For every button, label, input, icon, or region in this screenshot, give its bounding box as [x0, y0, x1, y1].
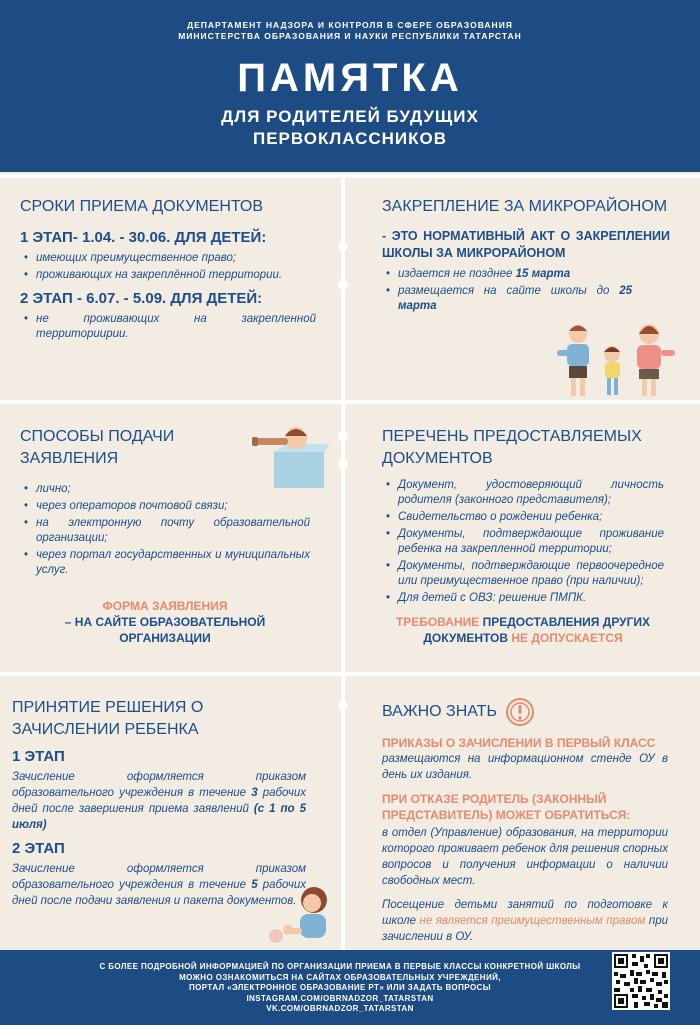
district-intro: - ЭТО НОРМАТИВНЫЙ АКТ О ЗАКРЕПЛЕНИИ ШКОЛЫ ЗА МИКРОРАЙОНОМ [382, 229, 670, 260]
heading-line: ПРИНЯТИЕ РЕШЕНИЯ О [12, 699, 204, 716]
page-subtitle [0, 106, 700, 150]
heading-line: ДОКУМЕНТОВ [382, 450, 493, 467]
text-highlight: не является преимущественным правом [419, 915, 646, 927]
refusal-text: в отдел (Управление) образования, на территории которого проживает ребенок для решения спорных вопросов и получения информации о наличии свободных мест. [382, 827, 668, 887]
divider-dot [338, 280, 348, 290]
list-item: • Свидетельство о рождении ребенка; [382, 510, 664, 525]
form-line: – НА САЙТЕ ОБРАЗОВАТЕЛЬНОЙ [64, 615, 266, 629]
stage-2-list [20, 312, 316, 342]
department-line-2: МИНИСТЕРСТВА ОБРАЗОВАНИЯ И НАУКИ РЕСПУБЛИКИ ТАТАРСТАН [178, 31, 522, 41]
requirement-line-2 [382, 630, 664, 646]
list-item: • через портал государственных и муниципальных услуг. [20, 548, 310, 578]
deadlines-heading: СРОКИ ПРИЕМА ДОКУМЕНТОВ [20, 198, 264, 215]
list-item: • имеющих преимущественное право; [20, 251, 316, 266]
heading-line: СПОСОБЫ ПОДАЧИ [20, 428, 175, 445]
exclamation-icon [505, 697, 535, 727]
list-item: • Документы, подтверждающие первоочередное или преимущественное право (при наличии); [382, 559, 664, 589]
stage-2-title: 2 ЭТАП - 6.07. - 5.09. ДЛЯ ДЕТЕЙ: [20, 290, 263, 307]
stage-1-list [20, 251, 316, 283]
page-header [0, 0, 700, 172]
qr-code[interactable] [612, 952, 670, 1010]
section-deadlines [20, 196, 316, 342]
item-text: издается не позднее [398, 268, 516, 280]
list-item [382, 284, 632, 314]
text-part: Зачисление оформляется приказом образовательного учреждения в течение [12, 771, 306, 799]
visit-text [382, 897, 668, 945]
text-part: при зачислении в ОУ. [382, 915, 668, 943]
heading-line: ЗАЧИСЛЕНИИ РЕБЕНКА [12, 721, 199, 738]
horizontal-divider-1 [0, 400, 700, 404]
requirement-highlight: ТРЕБОВАНИЕ [395, 615, 480, 629]
documents-list [382, 478, 664, 606]
department-name [0, 0, 700, 42]
list-item: • Документы, подтверждающие проживание ребенка на закрепленной территории; [382, 527, 664, 557]
footer-line: ПОРТАЛ «ЭЛЕКТРОННОЕ ОБРАЗОВАНИЕ РТ» ИЛИ ЗАДАТЬ ВОПРОСЫ [189, 983, 491, 992]
list-item [382, 267, 632, 282]
vk-link[interactable]: VK.COM/OBRNADZOR_TATARSTAN [266, 1004, 414, 1013]
list-item: • Для детей с ОВЗ: решение ПМПК. [382, 591, 664, 606]
item-date: 25 марта [398, 285, 632, 312]
decision-heading [12, 697, 306, 741]
divider-dot [338, 459, 348, 469]
family-illustration [545, 322, 680, 400]
list-item: • не проживающих на закрепленной территориирии. [20, 312, 316, 342]
item-date: 15 марта [515, 268, 571, 280]
text-part: Зачисление оформляется приказом образовательного учреждения в течение [12, 863, 306, 891]
requirement-line-1 [382, 614, 664, 630]
item-text: размещается на сайте школы до [398, 285, 620, 297]
subtitle-line-1: ДЛЯ РОДИТЕЛЕЙ БУДУЩИХ [221, 107, 479, 126]
form-label: ФОРМА ЗАЯВЛЕНИЯ [102, 599, 228, 613]
list-item: • проживающих на закреплённой территории. [20, 268, 316, 283]
footer-line: С БОЛЕЕ ПОДРОБНОЙ ИНФОРМАЦИЕЙ ПО ОРГАНИЗАЦИИ ПРИЕМА В ПЕРВЫЕ КЛАССЫ КОНКРЕТНОЙ ШКОЛЫ [99, 962, 581, 971]
orders-label: ПРИКАЗЫ О ЗАЧИСЛЕНИИ В ПЕРВЫЙ КЛАСС [382, 736, 656, 750]
divider-dot [338, 241, 348, 251]
horizontal-divider-2 [0, 672, 700, 676]
requirement-highlight: НЕ ДОПУСКАЕТСЯ [511, 631, 623, 645]
subtitle-line-2: ПЕРВОКЛАССНИКОВ [252, 129, 448, 148]
refusal-line: ПРЕДСТАВИТЕЛЬ) МОЖЕТ ОБРАТИТЬСЯ: [382, 808, 631, 822]
form-line: ОРГАНИЗАЦИИ [119, 631, 211, 645]
text-part: Посещение детьми занятий по подготовке к школе [382, 899, 668, 927]
text-part: рабочих дней после завершения приема заявлений [12, 787, 306, 815]
list-item: • Документ, удостоверяющий личность родителя (законного представителя); [382, 478, 664, 508]
requirement-text: ПРЕДОСТАВЛЕНИЯ ДРУГИХ [479, 615, 651, 629]
stage-1-title: 1 ЭТАП- 1.04. - 30.06. ДЛЯ ДЕТЕЙ: [20, 229, 267, 246]
heading-line: ПЕРЕЧЕНЬ ПРЕДОСТАВЛЯЕМЫХ [382, 428, 642, 445]
horizontal-divider-top [0, 174, 700, 178]
instagram-link[interactable]: INSTAGRAM.COM/OBRNADZOR_TATARSTAN [246, 993, 434, 1003]
list-item: • на электронную почту образовательной организации; [20, 516, 310, 546]
decision-stage-1-text [12, 769, 306, 833]
section-decision [12, 697, 306, 909]
footer-line: МОЖНО ОЗНАКОМИТЬСЯ НА САЙТАХ ОБРАЗОВАТЕЛЬНЫХ УЧРЕЖДЕНИЙ, [179, 972, 501, 982]
text-part: рабочих дней после подачи заявления и пакета документов. [12, 879, 306, 907]
important-heading: ВАЖНО ЗНАТЬ [382, 703, 497, 720]
heading-line: ЗАЯВЛЕНИЯ [20, 450, 119, 467]
page-title: ПАМЯТКА [237, 56, 463, 100]
section-documents [382, 426, 664, 646]
text-dates: (с 1 по 5 июля) [12, 803, 306, 831]
requirement-text: ДОКУМЕНТОВ [423, 631, 512, 645]
list-item: • через операторов почтовой связи; [20, 499, 310, 514]
documents-heading [382, 426, 664, 470]
text-number: 3 [251, 787, 258, 799]
vertical-divider [341, 178, 345, 950]
important-heading-row [382, 697, 668, 727]
page-footer [0, 950, 700, 1025]
telescope-illustration [250, 424, 330, 492]
form-note [20, 598, 310, 646]
refusal-line: ПРИ ОТКАЗЕ РОДИТЕЛЬ (ЗАКОННЫЙ [382, 792, 607, 806]
footer-info [90, 962, 590, 1015]
divider-dot [338, 431, 348, 441]
decision-stage-1: 1 ЭТАП [12, 748, 65, 765]
text-number: 5 [251, 879, 258, 891]
section-important [382, 697, 668, 945]
decision-stage-2: 2 ЭТАП [12, 840, 65, 857]
department-line-1: ДЕПАРТАМЕНТ НАДЗОРА И КОНТРОЛЯ В СФЕРЕ ОБРАЗОВАНИЯ [187, 20, 513, 30]
girl-illustration [262, 884, 334, 946]
refusal-label [382, 791, 668, 823]
district-heading: ЗАКРЕПЛЕНИЕ ЗА МИКРОРАЙОНОМ [382, 198, 668, 215]
section-district [382, 196, 670, 314]
list-item: • лично; [20, 482, 310, 497]
methods-list [20, 482, 310, 578]
divider-dot [338, 701, 348, 711]
documents-requirement [382, 614, 664, 646]
district-list [382, 267, 632, 314]
orders-text: размещаются на информационном стенде ОУ в день их издания. [382, 753, 668, 781]
